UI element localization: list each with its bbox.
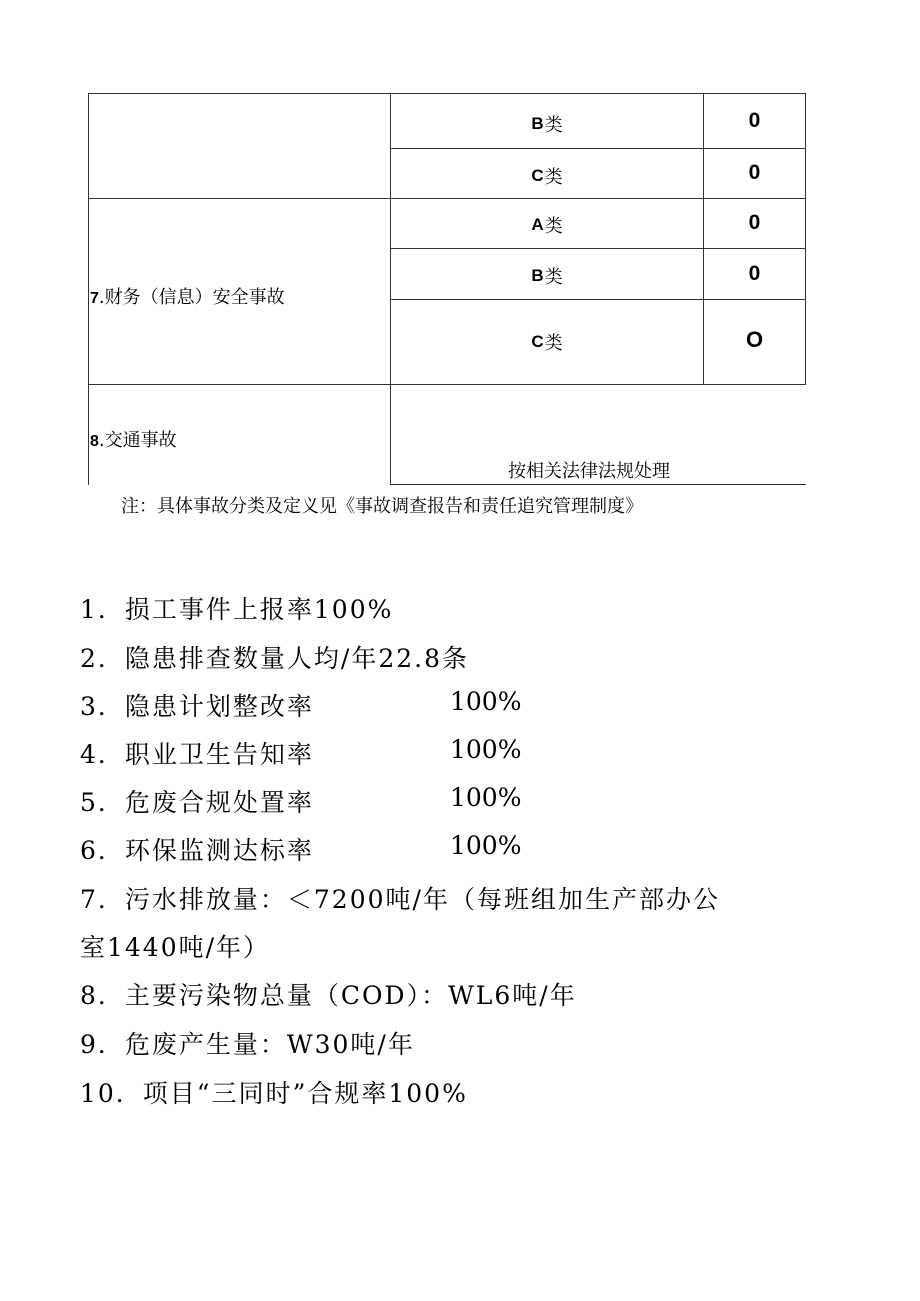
group-divider: [88, 384, 806, 385]
group-text: .交通事故: [98, 430, 177, 451]
category-cell: [391, 199, 703, 249]
category-letter: C: [531, 332, 544, 351]
list-item: [80, 687, 522, 723]
list-item: [80, 735, 522, 771]
list-item: [80, 783, 522, 819]
item-text: 1．损工事件上报率100%: [80, 595, 394, 624]
table-border-right: [805, 93, 806, 385]
item-text: 8．主要污染物总量（COD）：WL6吨/年: [80, 981, 577, 1010]
list-item: [80, 880, 720, 916]
value-cell: 0: [748, 211, 761, 234]
item-value: 100%: [450, 735, 522, 764]
value-cell: 0: [748, 261, 761, 285]
item-value: 100%: [450, 687, 522, 716]
category-cell: [391, 94, 703, 150]
table-border-bottom: [390, 484, 806, 485]
item-text: 6．环保监测达标率: [80, 836, 314, 865]
category-letter: A: [531, 215, 544, 234]
item-text: 10．项目“三同时”合规率100%: [80, 1079, 468, 1108]
list-item: [80, 639, 469, 675]
category-word: 类: [544, 115, 563, 136]
list-item: [80, 1074, 468, 1110]
item-text: 4．职业卫生告知率: [80, 740, 314, 769]
value-cell: O: [745, 327, 764, 352]
item-value: 100%: [450, 783, 522, 812]
group-number: 7: [90, 290, 99, 307]
group-label-traffic: [90, 426, 177, 452]
value-cell: 0: [748, 109, 761, 132]
traffic-handling-text: 按相关法律法规处理: [508, 461, 670, 482]
list-item: [80, 928, 270, 964]
category-letter: B: [531, 114, 544, 133]
category-word: 类: [544, 333, 563, 354]
item-text: 室1440吨/年）: [80, 933, 271, 962]
category-word: 类: [544, 167, 563, 188]
item-text: 2．隐患排查数量人均/年22.8条: [80, 644, 469, 673]
item-text: 3．隐患计划整改率: [80, 692, 314, 721]
table-note: 注：具体事故分类及定义见《事故调查报告和责任追究管理制度》: [121, 496, 643, 517]
category-word: 类: [544, 216, 563, 237]
value-cell: 0: [748, 161, 761, 184]
group-label-financial-security: [90, 283, 285, 309]
list-item: [80, 590, 393, 626]
accident-table: [88, 93, 806, 485]
list-item: [80, 976, 577, 1012]
category-letter: C: [531, 166, 544, 185]
category-cell: [391, 300, 703, 384]
table-border-left: [88, 93, 89, 485]
item-text: 5．危废合规处置率: [80, 788, 314, 817]
category-cell: [391, 149, 703, 199]
item-text: 7．污水排放量：＜7200吨/年（每班组加生产部办公: [80, 885, 720, 914]
list-item: [80, 831, 522, 867]
list-item: [80, 1025, 415, 1061]
category-letter: B: [531, 265, 544, 285]
group-number: 8: [90, 433, 99, 450]
group-text: .财务（信息）安全事故: [98, 287, 285, 308]
category-word: 类: [544, 266, 563, 288]
category-cell: [391, 249, 703, 300]
item-value: 100%: [450, 831, 522, 860]
item-text: 9．危废产生量：W30吨/年: [80, 1030, 415, 1059]
